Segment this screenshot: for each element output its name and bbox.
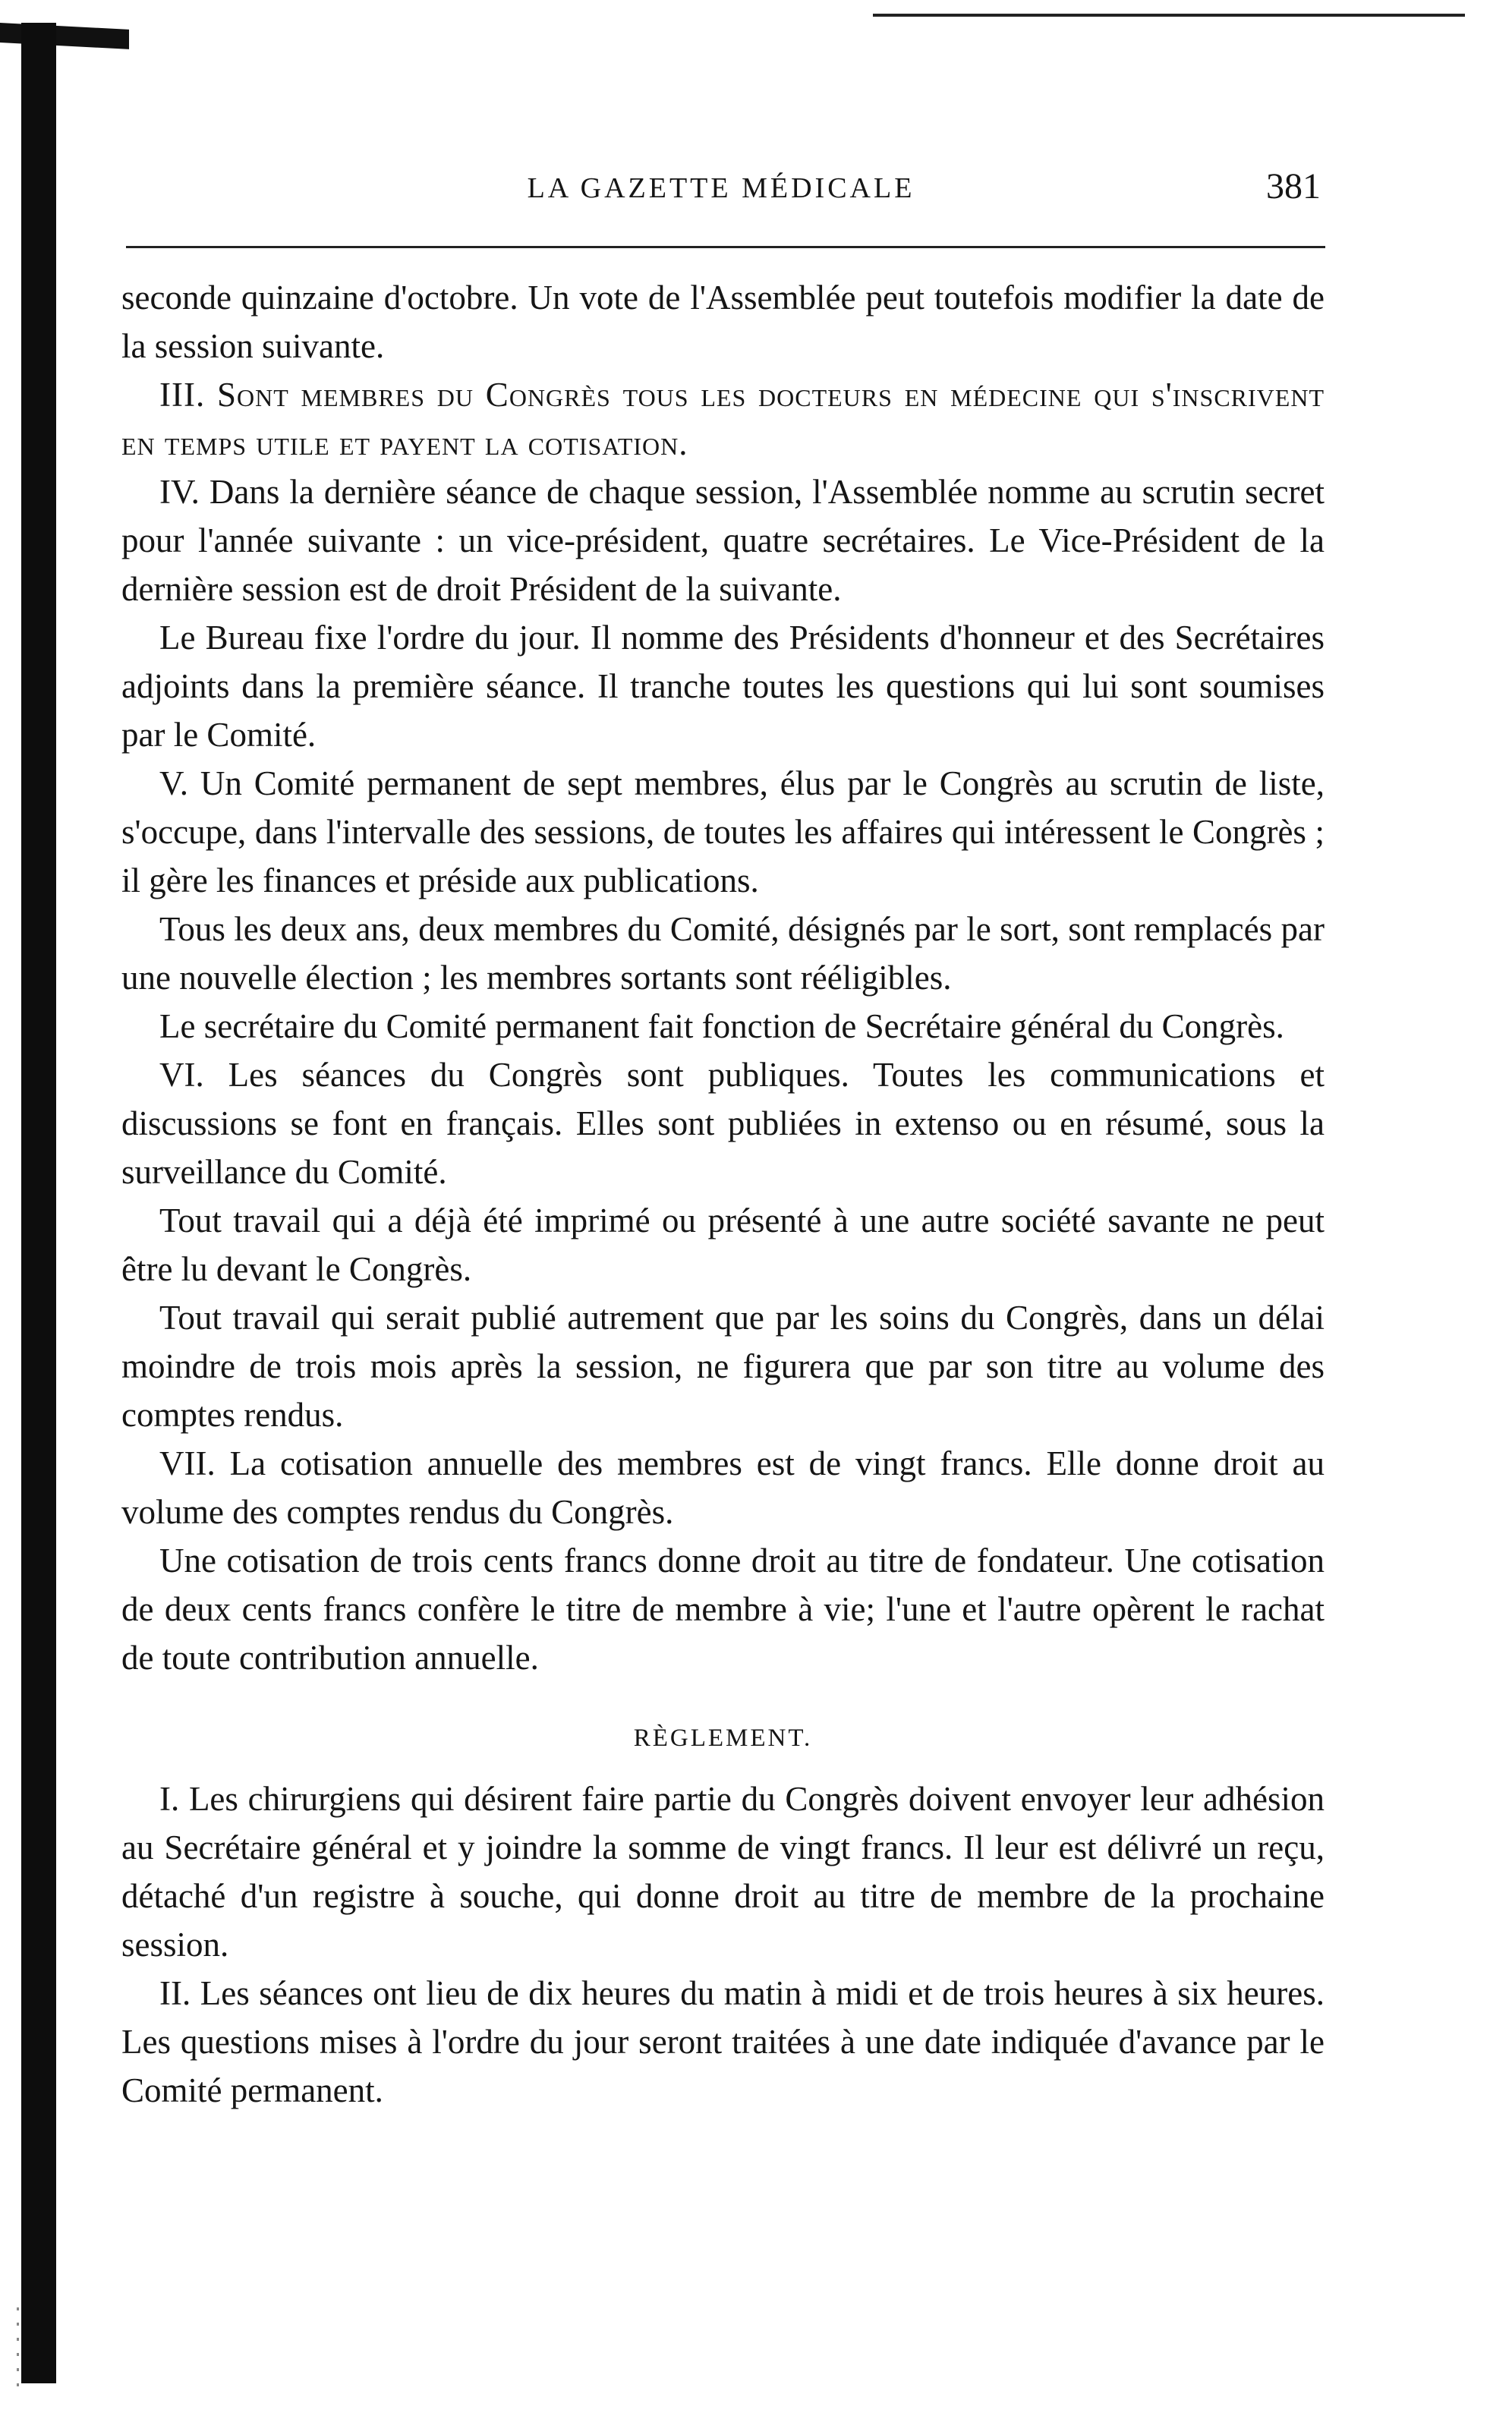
paragraph: V. Un Comité permanent de sept membres, élus par le Congrès au scrutin de liste, s'occupe, dans l'intervalle des sessions, de toutes les affaires qui intéressent le Congrès ; il gère les finances et préside aux publications. <box>121 764 1325 899</box>
section-heading: RÈGLEMENT. <box>633 1724 813 1752</box>
paragraph: seconde quinzaine d'octobre. Un vote de l'Assemblée peut toutefois modifier la date de la session suivante. <box>121 279 1325 365</box>
paragraph: Tout travail qui a déjà été imprimé ou présenté à une autre société savante ne peut être lu devant le Congrès. <box>121 1202 1325 1288</box>
paragraph: Le secrétaire du Comité permanent fait fonction de Secrétaire général du Congrès. <box>159 1007 1284 1045</box>
reglement-paragraph: I. Les chirurgiens qui désirent faire partie du Congrès doivent envoyer leur adhésion au Secrétaire général et y joindre la somme de vingt francs. Il leur est délivré un reçu, détaché d'un registre à souche, qui donne droit au titre de membre de la prochaine session. <box>121 1780 1325 1964</box>
page-body <box>121 273 1325 2115</box>
binding-edge-cap <box>0 23 129 49</box>
paragraph: Une cotisation de trois cents francs donne droit au titre de fondateur. Une cotisation de deux cents francs confère le titre de membre à vie; l'une et l'autre opèrent le rachat de toute contribution annuelle. <box>121 1542 1325 1677</box>
paragraph: Tous les deux ans, deux membres du Comité, désignés par le sort, sont remplacés par une nouvelle élection ; les membres sortants sont rééligibles. <box>121 910 1325 997</box>
header-rule <box>126 246 1325 248</box>
page-number: 381 <box>1266 166 1321 206</box>
paragraph: Le Bureau fixe l'ordre du jour. Il nomme des Présidents d'honneur et des Secrétaires adjoints dans la première séance. Il tranche toutes les questions qui lui sont soumises par le Comité. <box>121 619 1325 754</box>
paragraph: IV. Dans la dernière séance de chaque session, l'Assemblée nomme au scrutin secret pour l'année suivante : un vice-président, quatre secrétaires. Le Vice-Président de la dernière session est de droit Président de la suivante. <box>121 473 1325 608</box>
paragraph: III. Sont membres du Congrès tous les docteurs en médecine qui s'inscrivent en temps utile et payent la cotisation. <box>121 376 1325 462</box>
paragraph: VII. La cotisation annuelle des membres est de vingt francs. Elle donne droit au volume des comptes rendus du Congrès. <box>121 1444 1325 1531</box>
running-title: LA GAZETTE MÉDICALE <box>527 172 915 204</box>
binding-edge <box>21 23 56 2383</box>
reglement-paragraph: II. Les séances ont lieu de dix heures du matin à midi et de trois heures à six heures. Les questions mises à l'ordre du jour seront traitées à une date indiquée d'avance par le Comité permanent. <box>121 1974 1325 2109</box>
page-header <box>121 165 1321 219</box>
scan-top-line <box>873 14 1465 17</box>
paragraph: Tout travail qui serait publié autrement que par les soins du Congrès, dans un délai moindre de trois mois après la session, ne figurera que par son titre au volume des comptes rendus. <box>121 1299 1325 1434</box>
paragraph: VI. Les séances du Congrès sont publiques. Toutes les communications et discussions se font en français. Elles sont publiées in extenso ou en résumé, sous la surveillance du Comité. <box>121 1056 1325 1191</box>
scan-margin-dots <box>17 2307 19 2391</box>
